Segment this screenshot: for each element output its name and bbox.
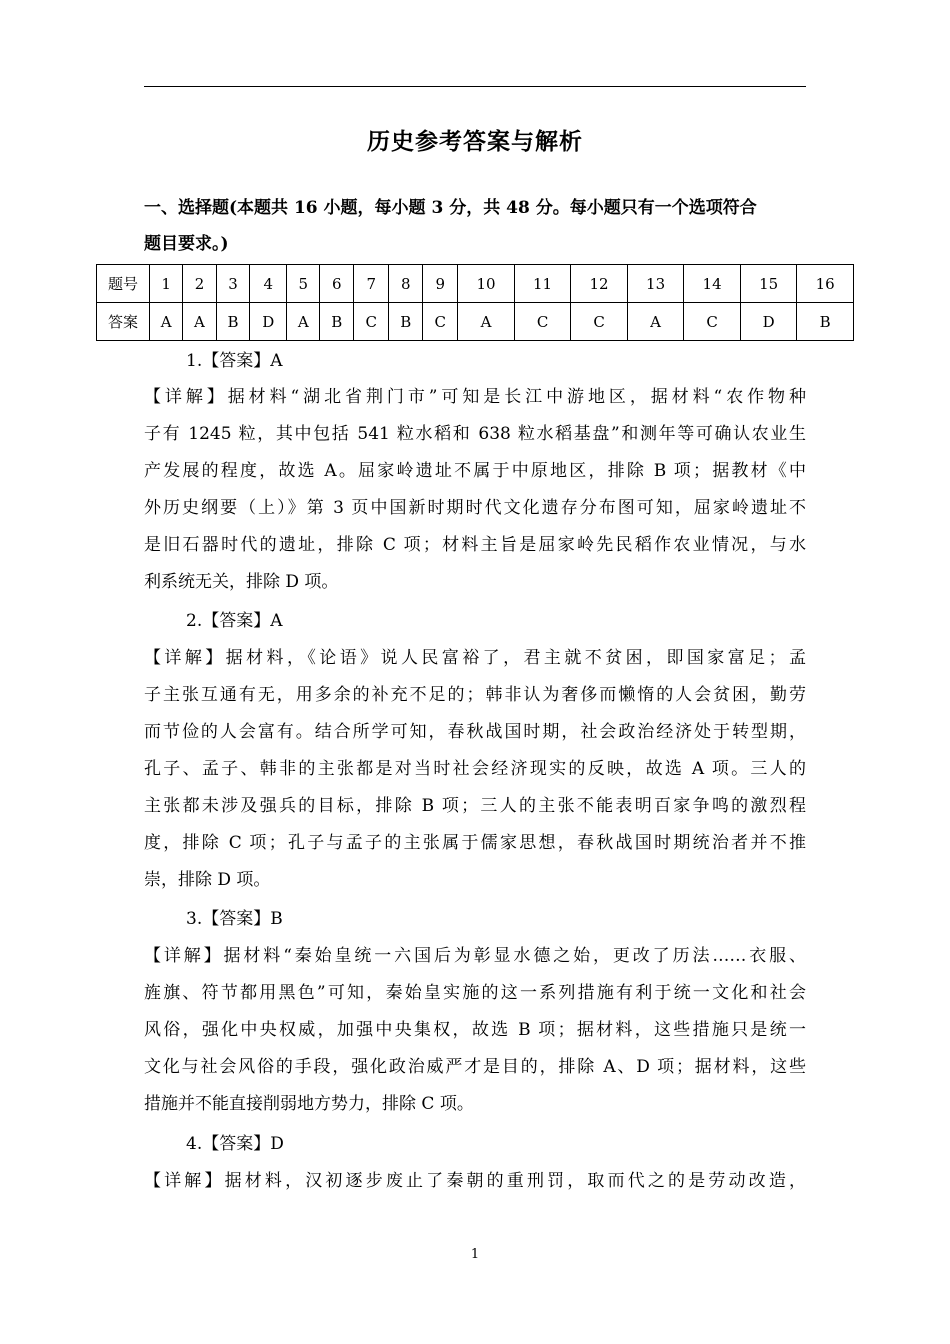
q3-explanation-line: 措施并不能直接削弱地方势力，排除 C 项。 xyxy=(144,1094,474,1114)
answer-cell: A xyxy=(458,303,515,341)
answer-cell: A xyxy=(287,303,320,341)
q1-answer: 1.【答案】A xyxy=(186,351,283,371)
question-number-row xyxy=(97,265,854,303)
answer-cell: C xyxy=(514,303,571,341)
q2-explanation-line: 【详解】据材料，《论语》说人民富裕了，君主就不贫困，即国家富足；孟 xyxy=(144,648,806,668)
question-number-cell: 1 xyxy=(150,265,183,303)
q1-explanation-line: 【详解】据材料“湖北省荆门市”可知是长江中游地区，据材料“农作物种 xyxy=(144,387,806,407)
answer-cell: B xyxy=(797,303,854,341)
q2-answer: 2.【答案】A xyxy=(186,611,283,631)
q2-explanation-line: 崇，排除 D 项。 xyxy=(144,870,271,890)
q3-explanation-line: 风俗，强化中央权威，加强中央集权，故选 B 项；据材料，这些措施只是统一 xyxy=(144,1020,806,1040)
answer-cell: B xyxy=(216,303,250,341)
answer-cell: D xyxy=(740,303,797,341)
answer-cell: C xyxy=(423,303,458,341)
question-number-label: 题号 xyxy=(97,265,150,303)
question-number-cell: 6 xyxy=(320,265,354,303)
question-number-cell: 3 xyxy=(216,265,250,303)
question-number-cell: 7 xyxy=(354,265,389,303)
question-number-cell: 12 xyxy=(571,265,628,303)
q2-explanation-line: 而节俭的人会富有。结合所学可知，春秋战国时期，社会政治经济处于转型期， xyxy=(144,722,806,742)
answer-cell: A xyxy=(627,303,684,341)
question-number-cell: 16 xyxy=(797,265,854,303)
q1-explanation-line: 利系统无关，排除 D 项。 xyxy=(144,572,339,592)
q1-explanation-line: 外历史纲要（上）》第 3 页中国新时期时代文化遗存分布图可知，屈家岭遗址不 xyxy=(144,498,806,518)
q2-explanation-line: 主张都未涉及强兵的目标，排除 B 项；三人的主张不能表明百家争鸣的激烈程 xyxy=(144,796,806,816)
question-number-cell: 9 xyxy=(423,265,458,303)
answer-row xyxy=(97,303,854,341)
question-number-cell: 2 xyxy=(183,265,216,303)
section-heading-line-1: 一、选择题(本题共 16 小题，每小题 3 分，共 48 分。每小题只有一个选项符合 xyxy=(144,198,757,218)
header-rule xyxy=(144,86,806,87)
q4-explanation-line: 【详解】据材料，汉初逐步废止了秦朝的重刑罚，取而代之的是劳动改造， xyxy=(144,1171,806,1191)
answer-cell: B xyxy=(389,303,423,341)
question-number-cell: 4 xyxy=(250,265,287,303)
q1-explanation-line: 是旧石器时代的遗址，排除 C 项；材料主旨是屈家岭先民稻作农业情况，与水 xyxy=(144,535,806,555)
answer-cell: A xyxy=(150,303,183,341)
q3-explanation-line: 旌旗、符节都用黑色”可知，秦始皇实施的这一系列措施有利于统一文化和社会 xyxy=(144,983,806,1003)
q3-answer: 3.【答案】B xyxy=(186,909,283,929)
question-number-cell: 14 xyxy=(684,265,741,303)
q3-explanation-line: 【详解】据材料“秦始皇统一六国后为彰显水德之始，更改了历法……衣服、 xyxy=(144,946,806,966)
answer-cell: C xyxy=(354,303,389,341)
q3-explanation-line: 文化与社会风俗的手段，强化政治威严才是目的，排除 A、D 项；据材料，这些 xyxy=(144,1057,806,1077)
q1-explanation-line: 子有 1245 粒，其中包括 541 粒水稻和 638 粒水稻基盘”和测年等可确认农业生 xyxy=(144,424,806,444)
question-number-cell: 11 xyxy=(514,265,571,303)
question-number-cell: 10 xyxy=(458,265,515,303)
answer-label: 答案 xyxy=(97,303,150,341)
question-number-cell: 5 xyxy=(287,265,320,303)
answer-cell: B xyxy=(320,303,354,341)
q4-answer: 4.【答案】D xyxy=(186,1134,284,1154)
q2-explanation-line: 孔子、孟子、韩非的主张都是对当时社会经济现实的反映，故选 A 项。三人的 xyxy=(144,759,806,779)
question-number-cell: 15 xyxy=(740,265,797,303)
answer-table xyxy=(96,264,854,341)
page-number: 1 xyxy=(470,1247,480,1262)
q1-explanation-line: 产发展的程度，故选 A。屈家岭遗址不属于中原地区，排除 B 项；据教材《中 xyxy=(144,461,806,481)
page-title: 历史参考答案与解析 xyxy=(367,128,583,155)
answer-cell: C xyxy=(684,303,741,341)
section-heading-line-2: 题目要求。) xyxy=(144,234,229,254)
answer-cell: A xyxy=(183,303,216,341)
answer-cell: C xyxy=(571,303,628,341)
q2-explanation-line: 子主张互通有无，用多余的补充不足的；韩非认为奢侈而懒惰的人会贫困，勤劳 xyxy=(144,685,806,705)
q2-explanation-line: 度，排除 C 项；孔子与孟子的主张属于儒家思想，春秋战国时期统治者并不推 xyxy=(144,833,806,853)
question-number-cell: 13 xyxy=(627,265,684,303)
answer-cell: D xyxy=(250,303,287,341)
question-number-cell: 8 xyxy=(389,265,423,303)
